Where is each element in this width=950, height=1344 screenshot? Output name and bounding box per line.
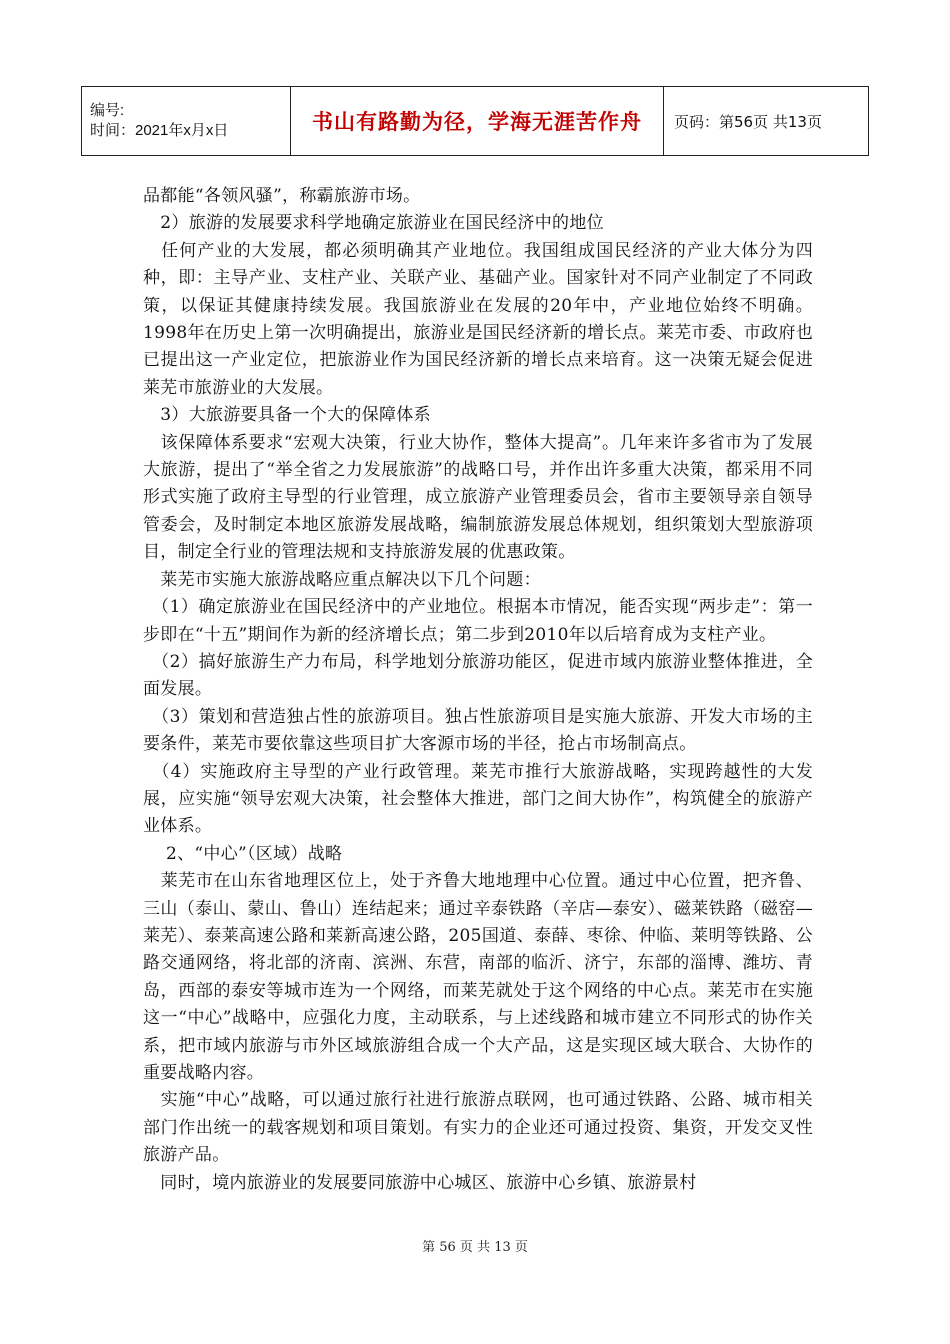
paragraph: 该保障体系要求“宏观大决策，行业大协作，整体大提高”。几年来许多省市为了发展大旅游，提出了“举全省之力发展旅游”的战略口号，并作出许多重大决策，都采用不同形式实施了政府主导型的行业管理，成立旅游产业管理委员会，省市主要领导亲自领导管委会，及时制定本地区旅游发展战略，编制旅游发展总体规划，组织策划大型旅游项目，制定全行业的管理法规和支持旅游发展的优惠政策。 [143, 432, 813, 563]
paragraph: （1）确定旅游业在国民经济中的产业地位。根据本市情况，能否实现“两步走”：第一步即在“十五”期间作为新的经济增长点；第二步到2010年以后培育成为支柱产业。 [143, 597, 813, 645]
paragraph: 莱芜市实施大旅游战略应重点解决以下几个问题： [143, 569, 541, 590]
header-motto: 书山有路勤为径，学海无涯苦作舟 [291, 87, 664, 156]
time-label: 时间：2021年x月x日 [90, 122, 229, 139]
paragraph: 任何产业的大发展，都必须明确其产业地位。我国组成国民经济的产业大体分为四种，即：主导产业、支柱产业、关联产业、基础产业。国家针对不同产业制定了不同政策，以保证其健康持续发展。我国旅游业在发展的20年中，产业地位始终不明确。1998年在历史上第一次明确提出，旅游业是国民经济新的增长点。莱芜市委、市政府也已提出这一产业定位，把旅游业作为国民经济新的增长点来培育。这一决策无疑会促进莱芜市旅游业的大发展。 [143, 240, 813, 398]
paragraph: （3）策划和营造独占性的旅游项目。独占性旅游项目是实施大旅游、开发大市场的主要条件，莱芜市要依靠这些项目扩大客源市场的半径，抢占市场制高点。 [143, 706, 813, 755]
paragraph: 实施“中心”战略，可以通过旅行社进行旅游点联网，也可通过铁路、公路、城市相关部门作出统一的载客规划和项目策划。有实力的企业还可通过投资、集资，开发交叉性旅游产品。 [143, 1090, 813, 1166]
paragraph: 3）大旅游要具备一个大的保障体系 [143, 405, 431, 426]
paragraph: 莱芜市在山东省地理区位上，处于齐鲁大地地理中心位置。通过中心位置，把齐鲁、三山（泰山、蒙山、鲁山）连结起来；通过辛泰铁路（辛店—泰安）、磁莱铁路（磁窑—莱芜）、泰莱高速公路和莱新高速公路，205国道、泰薛、枣徐、仲临、莱明等铁路、公路交通网络，将北部的济南、滨洲、东营，南部的临沂、济宁，东部的淄博、潍坊、青岛，西部的泰安等城市连为一个网络，而莱芜就处于这个网络的中心点。莱芜市在实施这一“中心”战略中，应强化力度，主动联系，与上述线路和城市建立不同形式的协作关系，把市域内旅游与市外区域旅游组合成一个大产品，这是实现区域大联合、大协作的重要战略内容。 [143, 871, 813, 1083]
paragraph: 同时，境内旅游业的发展要同旅游中心城区、旅游中心乡镇、旅游景村 [143, 1172, 697, 1193]
page-footer: 第 56 页 共 13 页 [422, 1240, 528, 1255]
section-heading: 2、“中心”（区域）战略 [143, 843, 343, 864]
paragraph: 品都能“各领风骚”，称霸旅游市场。 [143, 186, 421, 206]
header-meta-cell [82, 87, 291, 156]
paragraph: 2）旅游的发展要求科学地确定旅游业在国民经济中的地位 [143, 213, 604, 234]
document-header [81, 86, 869, 156]
paragraph: （2）搞好旅游生产力布局，科学地划分旅游功能区，促进市域内旅游业整体推进，全面发展。 [143, 651, 813, 700]
document-body [143, 183, 813, 1197]
header-page-info: 页码：第56页 共13页 [664, 87, 869, 156]
paragraph: （4）实施政府主导型的产业行政管理。莱芜市推行大旅游战略，实现跨越性的大发展，应实施“领导宏观大决策，社会整体大推进，部门之间大协作”，构筑健全的旅游产业体系。 [143, 761, 813, 837]
number-label: 编号: [90, 102, 125, 119]
